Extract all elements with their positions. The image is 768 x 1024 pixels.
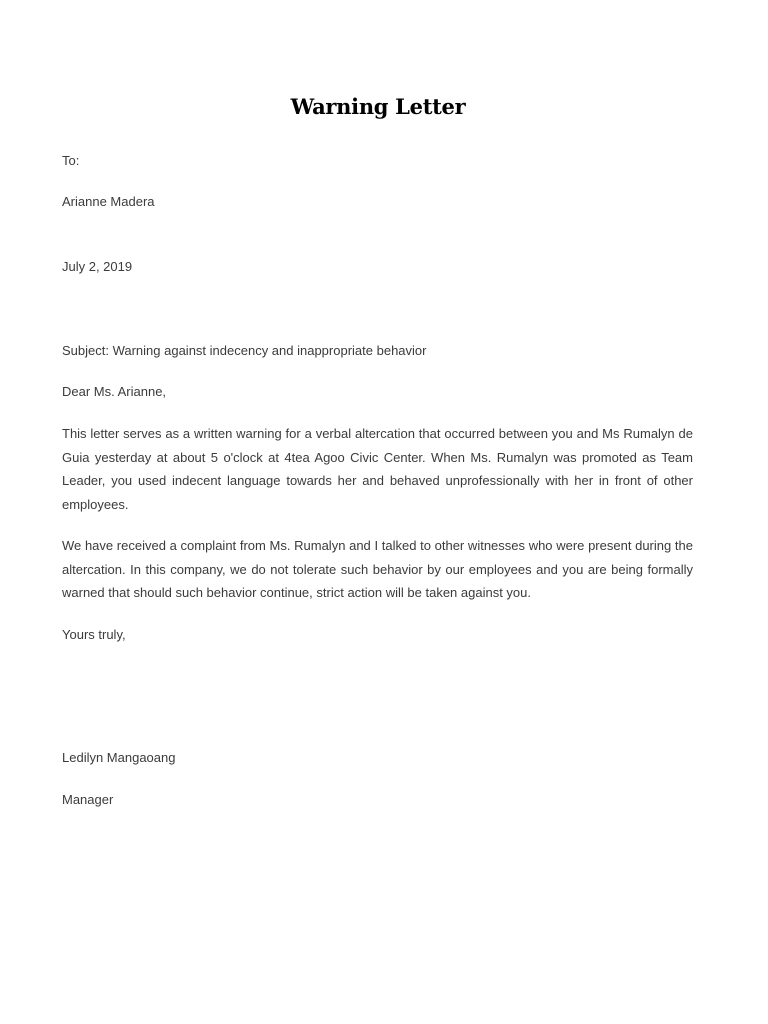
letter-title: Warning Letter (290, 94, 466, 119)
letter-date: July 2, 2019 (62, 259, 133, 274)
signature-space (62, 660, 362, 740)
recipient-name: Arianne Madera (62, 194, 155, 209)
body-paragraph: This letter serves as a written warning for a verbal altercation that occurred between you and Ms Rumalyn de Guia yesterday at about 5 o'clock at 4tea Agoo Civic Center. When Ms. Rumalyn was promoted as Team Leader, you used indecent language towards her and behaved unprofessionally with her in front of other employees. (62, 426, 693, 512)
sender-title: Manager (62, 792, 114, 807)
subject-line: Subject: Warning against indecency and inappropriate behavior (62, 343, 427, 358)
salutation: Dear Ms. Arianne, (62, 384, 167, 399)
to-label: To: (62, 153, 80, 168)
body-paragraph: We have received a complaint from Ms. Rumalyn and I talked to other witnesses who were present during the altercation. In this company, we do not tolerate such behavior by our employees and you are being formally warned that should such behavior continue, strict action will be taken against you. (62, 538, 693, 600)
sender-name: Ledilyn Mangaoang (62, 750, 176, 765)
closing: Yours truly, (62, 627, 126, 642)
